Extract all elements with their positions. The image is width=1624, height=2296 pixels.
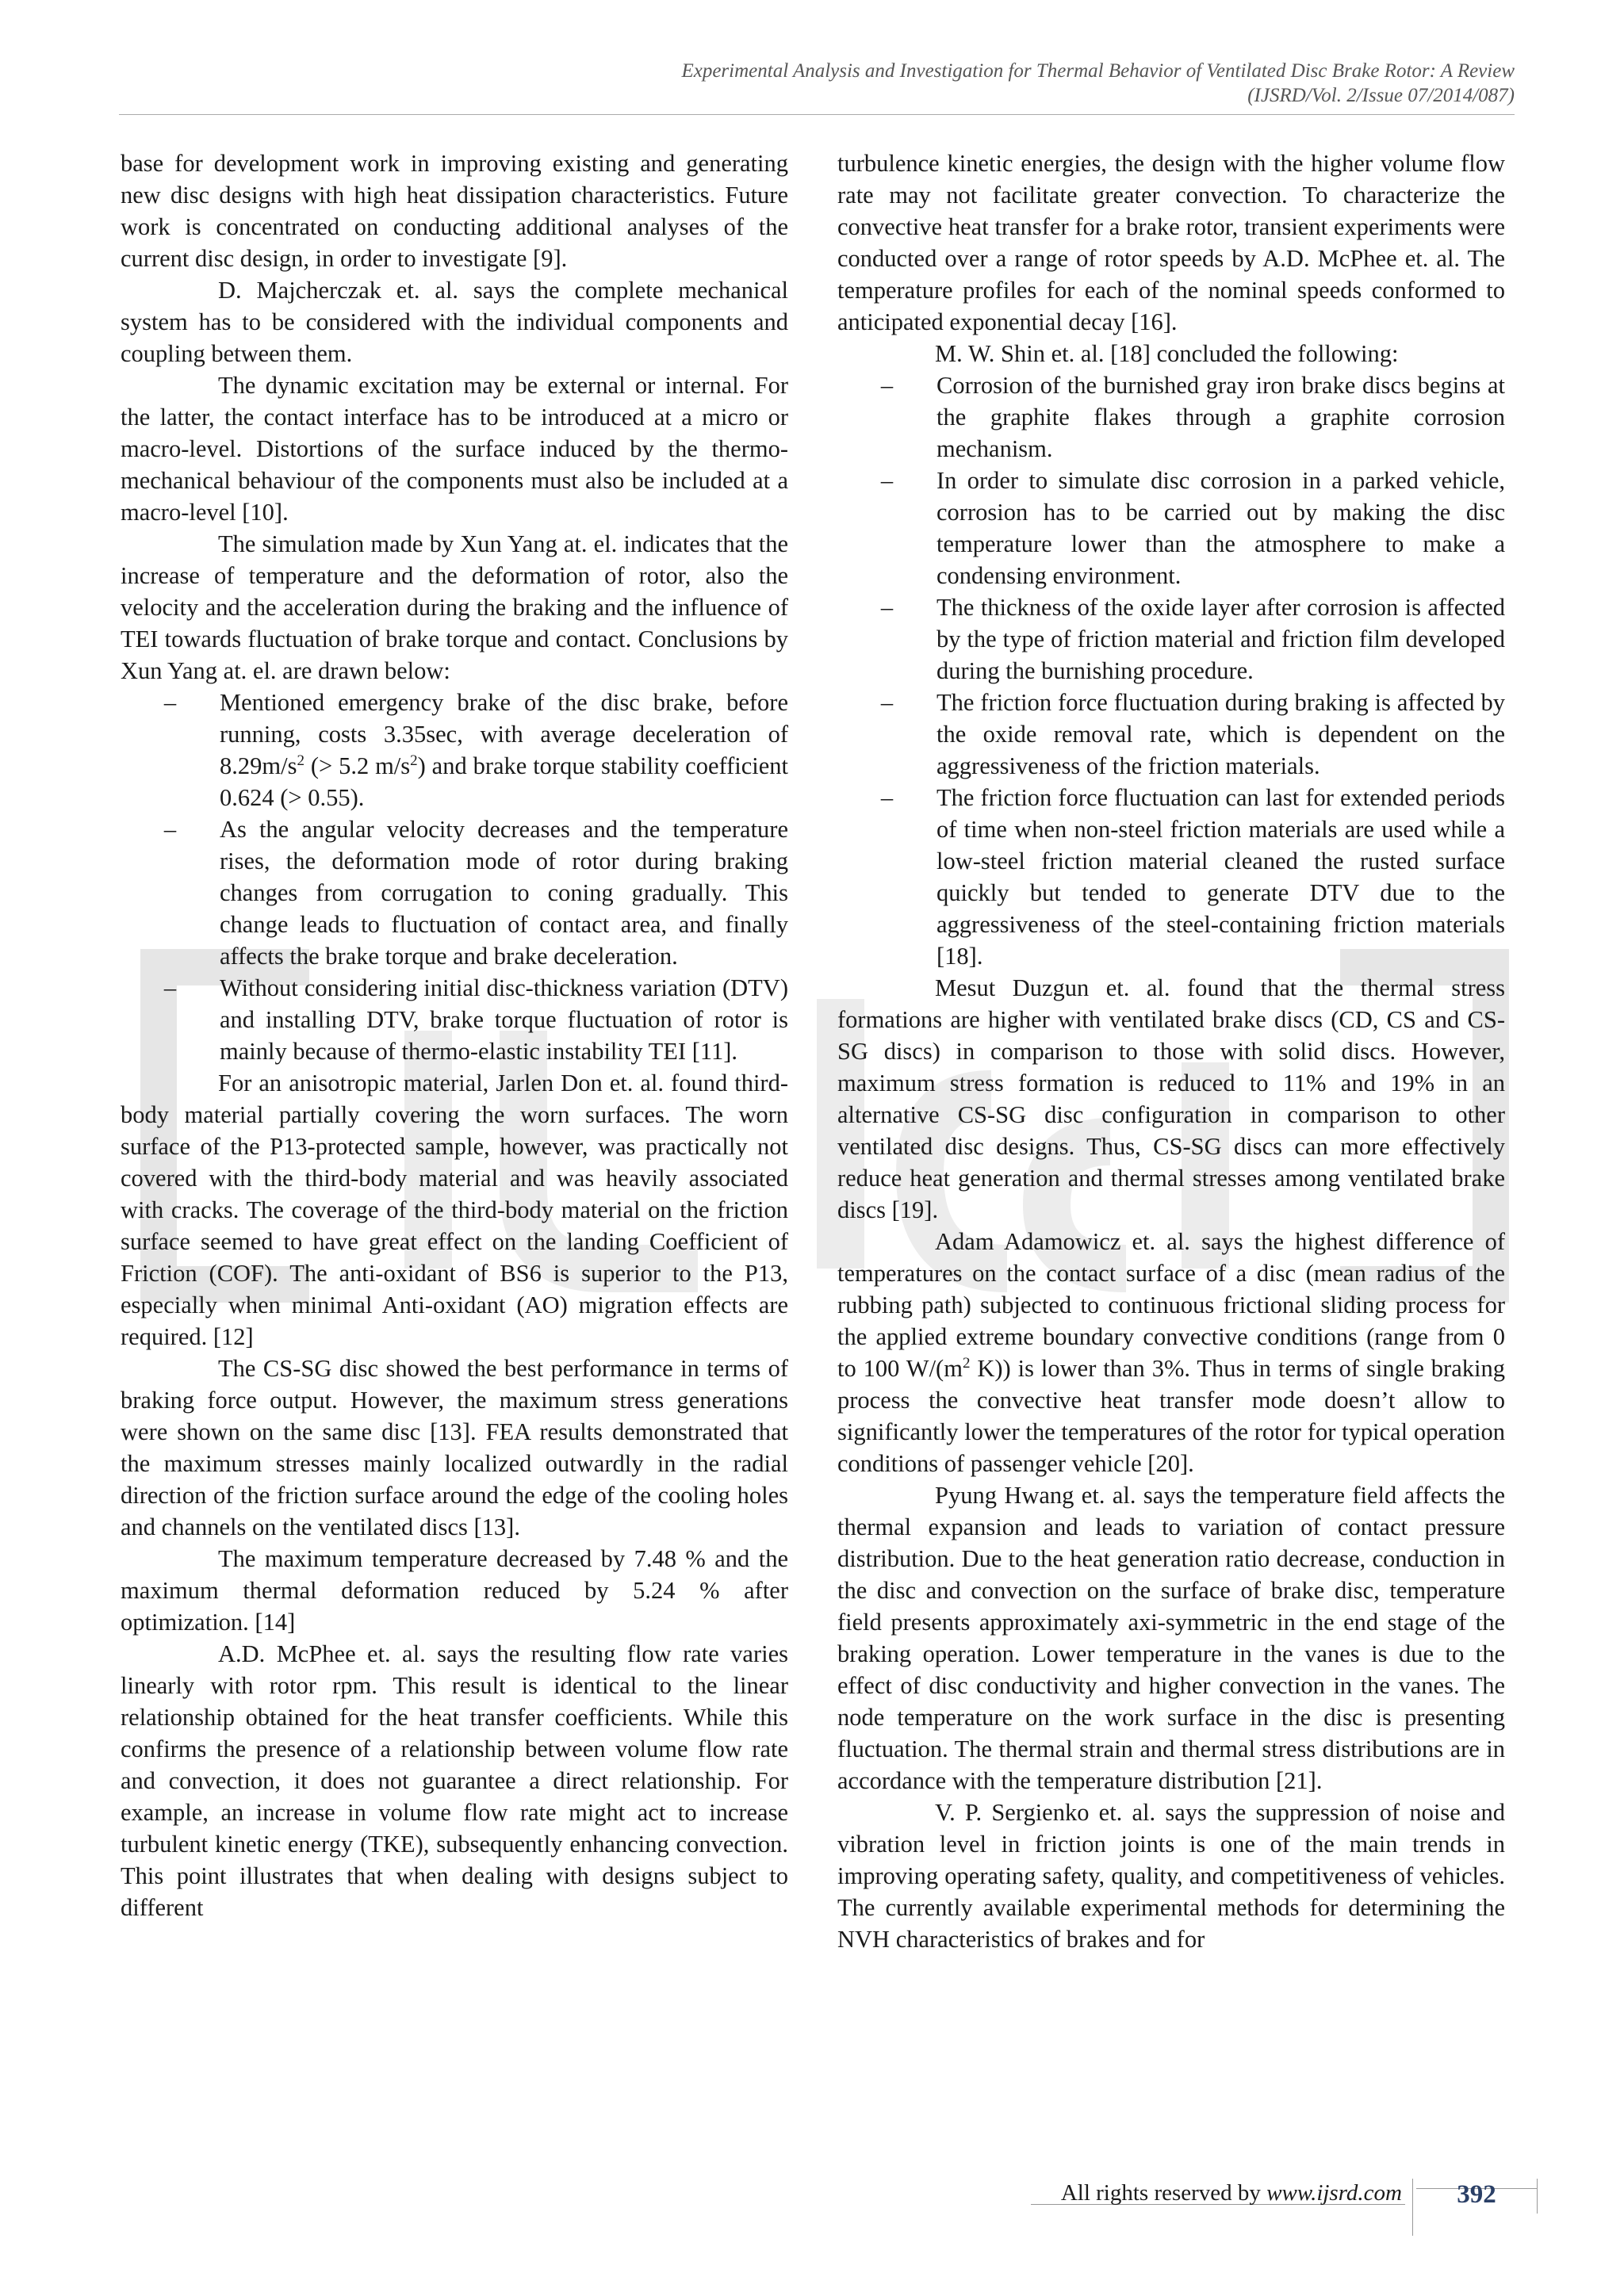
header-citation: (IJSRD/Vol. 2/Issue 07/2014/087) [1247,85,1515,106]
paragraph: D. Majcherczak et. al. says the complete mechanical system has to be considered with the individual components and coupling between them. [121,277,788,367]
paragraph: The maximum temperature decreased by 7.48 % and the maximum thermal deformation reduced by 5.24 % after optimization. [14] [121,1545,788,1636]
conclusion-list [837,369,1505,972]
footer-site-link[interactable]: www.ijsrd.com [1266,2180,1402,2206]
paragraph: base for development work in improving existing and generating new disc designs with high heat dissipation characteristics. Future work is concentrated on conducting additional analyses of the current disc design, in order to investigate [9]. [121,150,788,272]
page-number: 392 [1457,2180,1496,2209]
paragraph: The dynamic excitation may be external or internal. For the latter, the contact interface has to be introduced at a micro or macro-level. Distortions of the surface induced by the thermo-mechanical behaviour of the components must also be included at a macro-level [10]. [121,372,788,526]
paragraph: The CS-SG disc showed the best performance in terms of braking force output. However, the maximum stress generations were shown on the same disc [13]. FEA results demonstrated that the maximum stresses mainly localized outwardly in the radial direction of the friction surface around the edge of the cooling holes and channels on the ventilated discs [13]. [121,1355,788,1540]
paragraph: Adam Adamowicz et. al. says the highest difference of temperatures on the contact surface of a disc (mean radius of the rubbing path) subjected to continuous frictional sliding process for the applied extreme boundary convective conditions (range from 0 to 100 $W/(m^2$ K)) is lower than 3%. Thus in terms of single braking process the convective heat transfer mode doesn’t allow to significantly lower the temperatures of the rotor for typical operation conditions of passenger vehicle [20]. [837,1228,1505,1477]
list-item: – The friction force fluctuation can last for extended periods of time when non-steel friction materials are used while a low-steel friction material cleaned the rusted surface quickly but tended to generate DTV due to the aggressiveness of the steel-containing friction materials [18]. [837,782,1505,972]
footer-separator [1412,2179,1413,2236]
paragraph: M. W. Shin et. al. [18] concluded the following: [935,340,1399,367]
header-title: Experimental Analysis and Investigation for Thermal Behavior of Ventilated Disc Brake Rotor: A Review [681,60,1515,82]
footer-separator [1537,2179,1538,2214]
paragraph: For an anisotropic material, Jarlen Don et. al. found third-body material partially covering the worn surfaces. The worn surface of the P13-protected sample, however, was practically not covered with the third-body material and was heavily associated with cracks. The coverage of the third-body material on the friction surface seemed to have great effect on the landing Coefficient of Friction (COF). The anti-oxidant of BS6 is superior to the P13, especially when minimal Anti-oxidant (AO) migration effects are required. [12] [121,1070,788,1350]
footer-rights: All rights reserved by www.ijsrd.com [1060,2180,1402,2206]
paragraph: A.D. McPhee et. al. says the resulting flow rate varies linearly with rotor rpm. This result is identical to the linear relationship obtained for the heat transfer coefficients. While this confirms the presence of a relationship between volume flow rate and convection, it does not guarantee a direct relationship. For example, an increase in volume flow rate might act to increase turbulent kinetic energy (TKE), subsequently enhancing convection. This point illustrates that when dealing with designs subject to different [121,1640,788,1921]
left-column [121,147,788,1923]
paragraph: Mesut Duzgun et. al. found that the thermal stress formations are higher with ventilated brake discs (CD, CS and CS-SG discs) in comparison to those with solid discs. However, maximum stress formation is reduced to 11% and 19% in an alternative CS-SG disc configuration in comparison to other ventilated disc designs. Thus, CS-SG discs can more effectively reduce heat generation and thermal stresses among ventilated brake discs [19]. [837,974,1505,1223]
paragraph: The simulation made by Xun Yang at. el. indicates that the increase of temperature and the deformation of rotor, also the velocity and the acceleration during the braking and the influence of TEI towards fluctuation of brake torque and contact. Conclusions by Xun Yang at. el. are drawn below: [121,530,788,684]
list-item: – As the angular velocity decreases and the temperature rises, the deformation mode of rotor during braking changes from corrugation to coning gradually. This change leads to fluctuation of contact area, and finally affects the brake torque and brake deceleration. [121,813,788,972]
list-item: – Corrosion of the burnished gray iron brake discs begins at the graphite flakes through a graphite corrosion mechanism. [837,369,1505,465]
list-item: – Mentioned emergency brake of the disc brake, before running, costs 3.35sec, with average deceleration of $8.29m/s^2$ (> 5.2 $m/s^2$) and brake torque stability coefficient 0.624 (> 0.55). [121,687,788,813]
conclusion-list [121,687,788,1067]
list-item: – The friction force fluctuation during braking is affected by the oxide removal rate, which is dependent on the aggressiveness of the friction materials. [837,687,1505,782]
header-divider [119,114,1515,115]
list-item: – Without considering initial disc-thickness variation (DTV) and installing DTV, brake torque fluctuation of rotor is mainly because of thermo-elastic instability TEI [11]. [121,972,788,1067]
paragraph: V. P. Sergienko et. al. says the suppression of noise and vibration level in friction joints is one of the main trends in improving operating safety, quality, and competitiveness of vehicles. The currently available experimental methods for determining the NVH characteristics of brakes and for [837,1799,1505,1953]
running-header [325,59,1515,108]
paragraph: Pyung Hwang et. al. says the temperature field affects the thermal expansion and leads to variation of contact pressure distribution. Due to the heat generation ratio decrease, conduction in the disc and convection on the surface of brake disc, temperature field presents approximately axi-symmetric in the end stage of the braking operation. Lower temperature in the vanes is due to the effect of disc conductivity and higher convection in the vanes. The node temperature on the work surface in the disc is presenting fluctuation. The thermal strain and thermal stress distributions are in accordance with the temperature distribution [21]. [837,1482,1505,1794]
list-item: – In order to simulate disc corrosion in a parked vehicle, corrosion has to be carried out by making the disc temperature lower than the atmosphere to make a condensing environment. [837,465,1505,591]
right-column [837,147,1505,1955]
paragraph: turbulence kinetic energies, the design with the higher volume flow rate may not facilitate greater convection. To characterize the convective heat transfer for a brake rotor, transient experiments were conducted over a range of rotor speeds by A.D. McPhee et. al. The temperature profiles for each of the nominal speeds conformed to anticipated exponential decay [16]. [837,150,1505,335]
list-item: – The thickness of the oxide layer after corrosion is affected by the type of friction material and friction film developed during the burnishing procedure. [837,591,1505,687]
